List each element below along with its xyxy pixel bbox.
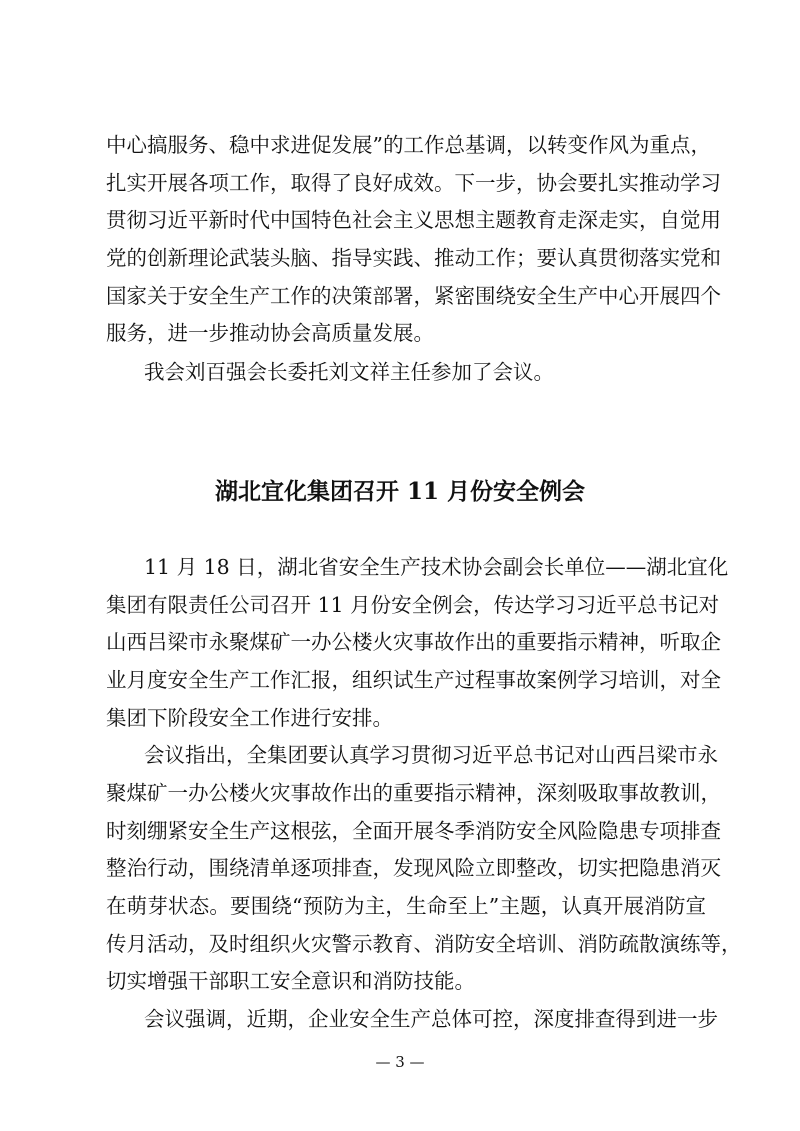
- text-line: 会议指出，全集团要认真学习贯彻习近平总书记对山西吕梁市永: [144, 743, 718, 767]
- text-line: 中心搞服务、稳中求进促发展”的工作总基调，以转变作风为重点，: [106, 133, 711, 157]
- text-line: 山西吕梁市永聚煤矿一办公楼火灾事故作出的重要指示精神，听取企: [106, 630, 721, 654]
- text-line: 切实增强干部职工安全意识和消防技能。: [106, 969, 475, 993]
- page-number: — 3 —: [375, 1053, 425, 1071]
- text-line: 整治行动，围绕清单逐项排查，发现风险立即整改，切实把隐患消灭: [106, 856, 721, 880]
- article-title: 湖北宜化集团召开 11 月份安全例会: [214, 478, 586, 505]
- text-line: 贯彻习近平新时代中国特色社会主义思想主题教育走深走实，自觉用: [106, 208, 721, 232]
- text-line: 扎实开展各项工作，取得了良好成效。下一步，协会要扎实推动学习: [106, 171, 721, 195]
- text-line: 在萌芽状态。要围绕“预防为主，生命至上”主题，认真开展消防宣: [106, 894, 706, 918]
- text-line: 集团有限责任公司召开 11 月份安全例会，传达学习习近平总书记对: [106, 593, 720, 617]
- text-line: 国家关于安全生产工作的决策部署，紧密围绕安全生产中心开展四个: [106, 284, 721, 308]
- text-line: 传月活动，及时组织火灾警示教育、消防安全培训、消防疏散演练等，: [106, 932, 742, 956]
- text-line: 服务，进一步推动协会高质量发展。: [106, 321, 434, 345]
- text-line: 集团下阶段安全工作进行安排。: [106, 706, 393, 730]
- text-line: 党的创新理论武装头脑、指导实践、推动工作；要认真贯彻落实党和: [106, 246, 721, 270]
- attendance-paragraph: 我会刘百强会长委托刘文祥主任参加了会议。: [144, 360, 554, 384]
- text-line: 时刻绷紧安全生产这根弦，全面开展冬季消防安全风险隐患专项排查: [106, 819, 721, 843]
- text-line: 11 月 18 日，湖北省安全生产技术协会副会长单位——湖北宜化: [144, 555, 729, 579]
- text-line: 聚煤矿一办公楼火灾事故作出的重要指示精神，深刻吸取事故教训，: [106, 781, 721, 805]
- text-line: 业月度安全生产工作汇报，组织试生产过程事故案例学习培训，对全: [106, 668, 721, 692]
- text-line: 会议强调，近期，企业安全生产总体可控，深度排查得到进一步: [144, 1007, 718, 1031]
